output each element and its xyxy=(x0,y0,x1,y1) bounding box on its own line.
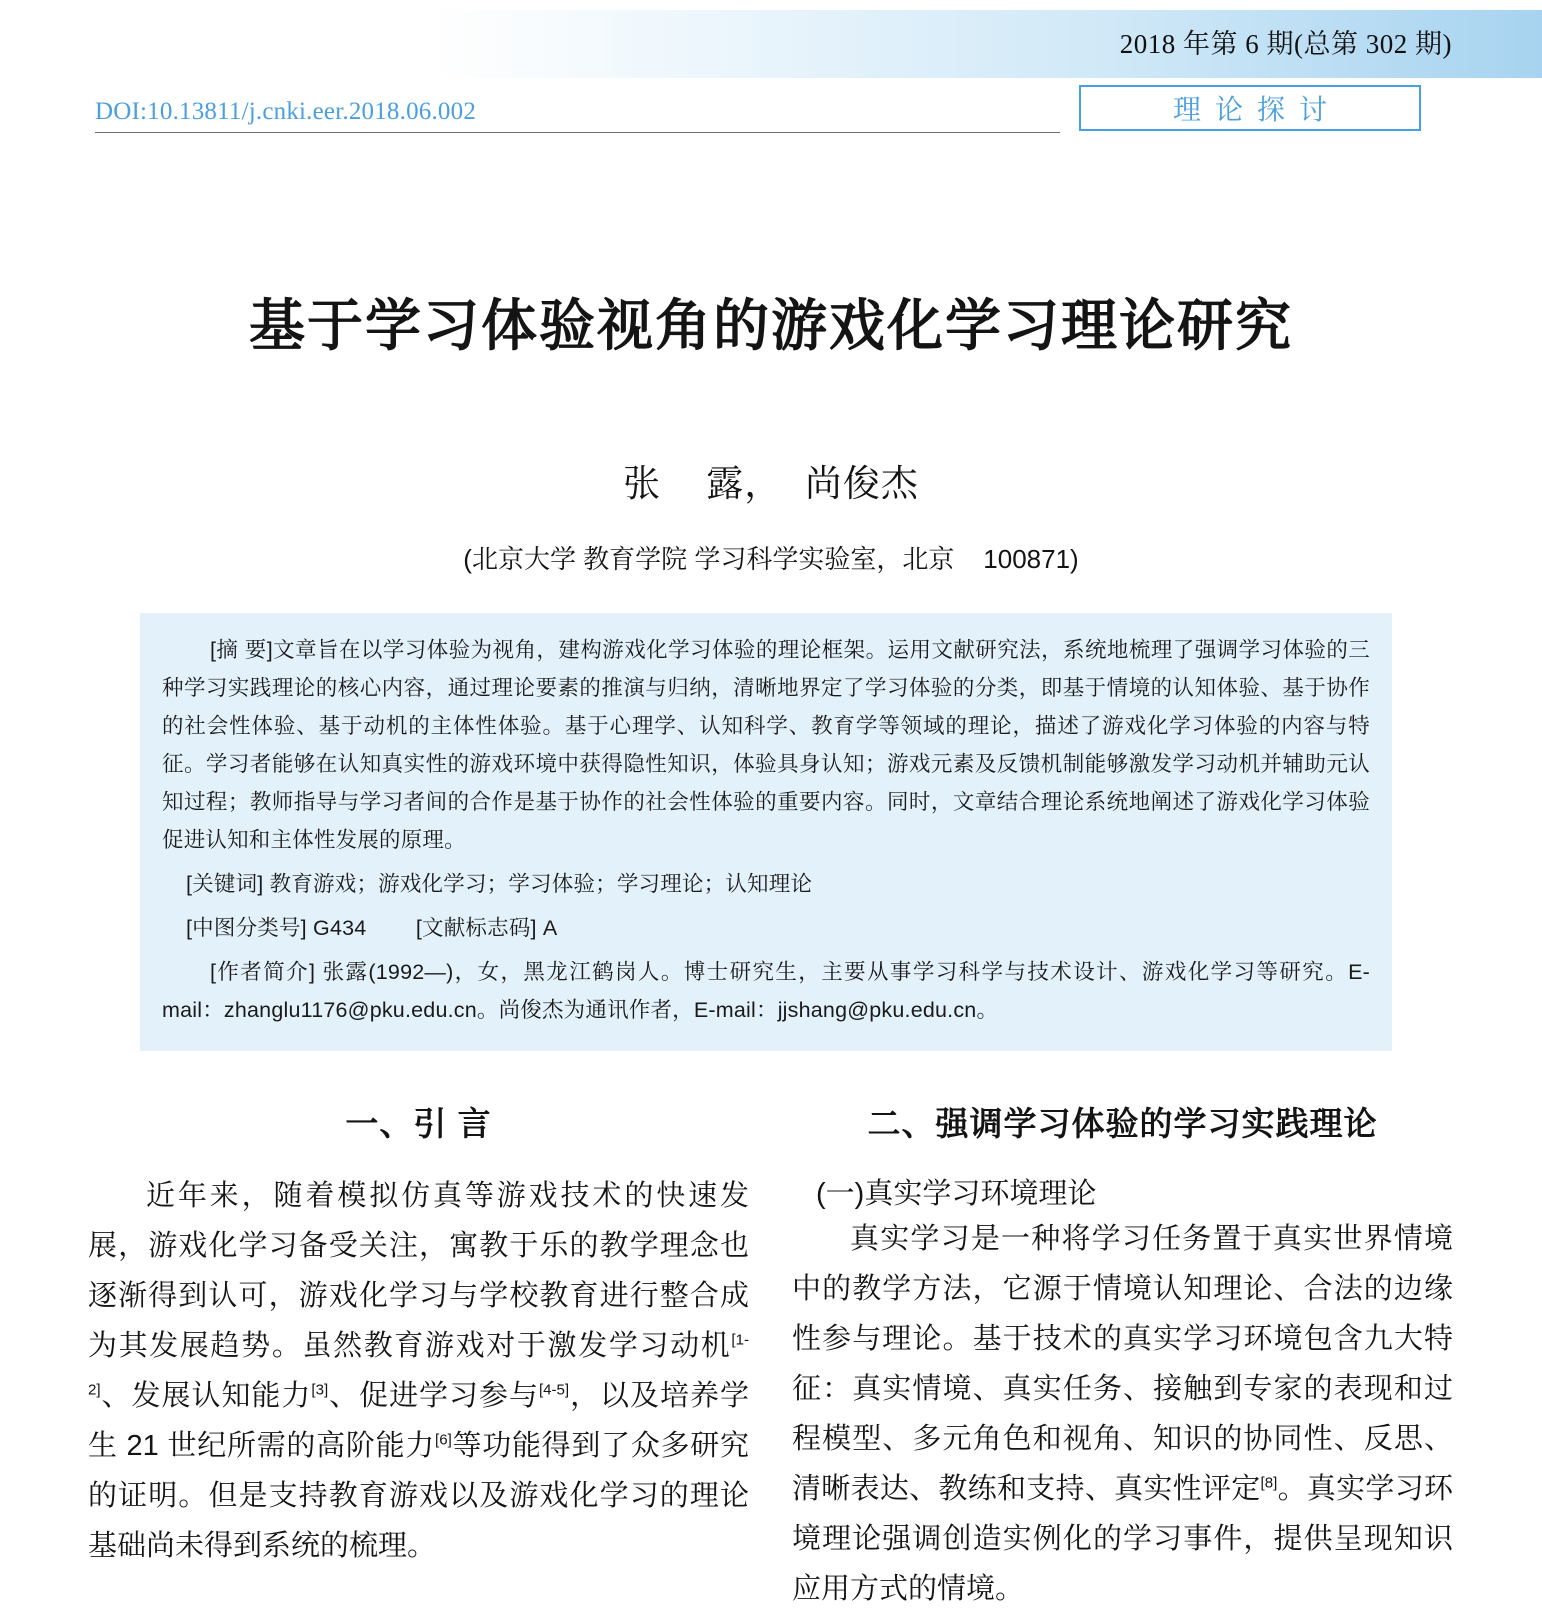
citation-ref: [4-5] xyxy=(538,1381,570,1399)
paragraph-introduction xyxy=(88,1171,749,1571)
classification-label: [中图分类号] xyxy=(186,916,307,940)
abstract-label: [摘 要] xyxy=(210,638,273,662)
paragraph-text: 、促进学习参与 xyxy=(328,1380,539,1412)
citation-ref: [8] xyxy=(1260,1474,1278,1492)
author-bio-label: [作者简介] xyxy=(210,960,316,984)
abstract-panel xyxy=(140,613,1392,1051)
abstract-text: 文章旨在以学习体验为视角，建构游戏化学习体验的理论框架。运用文献研究法，系统地梳理了强调学习体验的三种学习实践理论的核心内容，通过理论要素的推演与归纳，清晰地界定了学习体验的分类，即基于情境的认知体验、基于协作的社会性体验、基于动机的主体性体验。基于心理学、认知科学、教育学等领域的理论，描述了游戏化学习体验的内容与特征。学习者能够在认知真实性的游戏环境中获得隐性知识，体验具身认知；游戏元素及反馈机制能够激发学习动机并辅助元认知过程；教师指导与学习者间的合作是基于协作的社会性体验的重要内容。同时，文章结合理论系统地阐述了游戏化学习体验促进认知和主体性发展的原理。 xyxy=(162,638,1370,852)
doi-underline-rule xyxy=(95,132,1060,133)
classification-paragraph xyxy=(162,909,1370,947)
keywords-paragraph xyxy=(162,865,1370,903)
paragraph-authentic-learning xyxy=(792,1214,1453,1614)
paragraph-text: 。真实学习环境理论强调创造实例化的学习事件，提供呈现知识应用方式的情境。 xyxy=(792,1473,1453,1605)
citation-ref: [3] xyxy=(311,1381,329,1399)
author-bio-text: 张露(1992—)，女，黑龙江鹤岗人。博士研究生，主要从事学习科学与技术设计、游戏化学习等研究。E-mail：zhanglu1176@pku.edu.cn。尚俊杰为通讯作者，E-mail：jjshang@pku.edu.cn。 xyxy=(162,960,1370,1022)
section-tag-box xyxy=(1079,85,1421,131)
page-title: 基于学习体验视角的游戏化学习理论研究 xyxy=(249,294,1293,357)
paragraph-text: 近年来，随着模拟仿真等游戏技术的快速发展，游戏化学习备受关注，寓教于乐的教学理念也逐渐得到认可，游戏化学习与学校教育进行整合成为其发展趋势。虽然教育游戏对于激发学习动机 xyxy=(88,1180,749,1362)
paragraph-text: ，以及培养学生 21 世纪所需的高阶能力 xyxy=(88,1380,749,1462)
citation-ref: [1-2] xyxy=(88,1331,749,1399)
keywords-label: [关键词] xyxy=(186,872,264,896)
body-column-right xyxy=(792,1098,1453,1614)
body-column-left xyxy=(88,1098,749,1571)
paragraph-text: 等功能得到了众多研究的证明。但是支持教育游戏以及游戏化学习的理论基础尚未得到系统的梳理。 xyxy=(88,1430,749,1562)
classification-value: G434 xyxy=(313,916,367,940)
keywords-text: 教育游戏；游戏化学习；学习体验；学习理论；认知理论 xyxy=(269,872,813,896)
doi-text: DOI:10.13811/j.cnki.eer.2018.06.002 xyxy=(95,98,477,125)
paragraph-text: 真实学习是一种将学习任务置于真实世界情境中的教学方法，它源于情境认知理论、合法的边缘性参与理论。基于技术的真实学习环境包含九大特征：真实情境、真实任务、接触到专家的表现和过程模型、多元角色和视角、知识的协同性、反思、清晰表达、教练和支持、真实性评定 xyxy=(792,1223,1453,1505)
section-tag-label: 理论探讨 xyxy=(1172,94,1341,125)
abstract-paragraph xyxy=(162,631,1370,859)
subsection-heading-authentic-learning: (一)真实学习环境理论 xyxy=(816,1178,1097,1210)
citation-ref: [6] xyxy=(435,1431,452,1449)
document-code-value: A xyxy=(542,916,558,940)
section-heading-theories: 二、强调学习体验的学习实践理论 xyxy=(867,1105,1378,1142)
author-bio-paragraph xyxy=(162,953,1370,1029)
paragraph-text: 、发展认知能力 xyxy=(100,1380,312,1412)
author-names: 张 露， 尚俊杰 xyxy=(623,463,919,504)
section-heading-introduction: 一、引 言 xyxy=(345,1105,492,1142)
author-affiliation: (北京大学 教育学院 学习科学实验室，北京 100871) xyxy=(463,544,1079,574)
document-code-label: [文献标志码] xyxy=(415,916,537,940)
issue-number: 2018 年第 6 期(总第 302 期) xyxy=(1119,29,1452,59)
